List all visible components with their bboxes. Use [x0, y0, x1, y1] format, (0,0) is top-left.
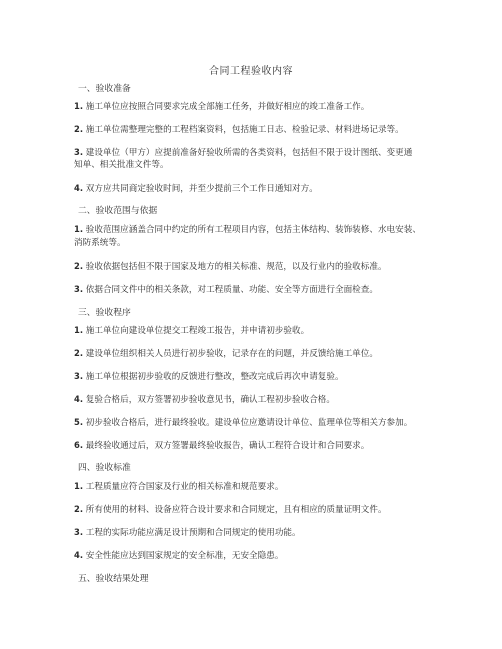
item-number: 1. — [74, 481, 84, 491]
list-item-continuation: 消防系统等。 — [74, 238, 126, 248]
section-heading: 二、验收范围与依据 — [78, 206, 158, 216]
item-number: 5. — [74, 417, 84, 427]
list-item — [74, 122, 434, 137]
section-heading: 四、验收标准 — [78, 463, 131, 473]
section-heading: 一、验收准备 — [78, 84, 131, 94]
item-text: 依据合同文件中的相关条款，对工程质量、功能、安全等方面进行全面检查。 — [85, 285, 378, 295]
item-text: 施工单位向建设单位提交工程竣工报告，并申请初步验收。 — [85, 326, 310, 336]
item-number: 3. — [74, 527, 84, 537]
item-text: 验收范围应涵盖合同中约定的所有工程项目内容，包括主体结构、装饰装修、水电安装、 — [85, 225, 421, 235]
list-item — [74, 346, 434, 361]
list-item — [74, 222, 434, 237]
item-number: 2. — [74, 348, 84, 358]
item-text: 施工单位根据初步验收的反馈进行整改，整改完成后再次申请复验。 — [85, 372, 344, 382]
item-number: 2. — [74, 504, 84, 514]
list-item-continuation: 知单、相关批准文件等。 — [74, 160, 169, 170]
list-item — [74, 525, 434, 540]
document-title: 合同工程验收内容 — [209, 66, 293, 77]
list-item — [74, 323, 434, 338]
item-number: 6. — [74, 440, 84, 450]
item-text: 验收依据包括但不限于国家及地方的相关标准、规范，以及行业内的验收标准。 — [85, 262, 387, 272]
item-number: 3. — [74, 371, 84, 381]
item-text: 工程的实际功能应满足设计预期和合同规定的使用功能。 — [85, 528, 301, 538]
item-text: 双方应共同商定验收时间，并至少提前三个工作日通知对方。 — [85, 184, 318, 194]
list-item — [74, 181, 434, 196]
item-text: 建设单位（甲方）应提前准备好验收所需的各类资料，包括但不限于设计图纸、变更通 — [85, 148, 413, 158]
list-item — [74, 479, 434, 494]
item-text: 初步验收合格后，进行最终验收。建设单位应邀请设计单位、监理单位等相关方参加。 — [85, 418, 413, 428]
item-number: 3. — [74, 147, 84, 157]
item-number: 4. — [74, 394, 84, 404]
item-number: 3. — [74, 284, 84, 294]
list-item — [74, 502, 434, 517]
item-number: 1. — [74, 224, 84, 234]
item-text: 所有使用的材料、设备应符合设计要求和合同规定，且有相应的质量证明文件。 — [85, 505, 387, 515]
list-item — [74, 548, 434, 563]
section-heading: 三、验收程序 — [78, 308, 131, 318]
list-item — [74, 99, 434, 114]
list-item — [74, 415, 434, 430]
item-text: 工程质量应符合国家及行业的相关标准和规范要求。 — [85, 482, 284, 492]
list-item — [74, 438, 434, 453]
item-text: 安全性能应达到国家规定的安全标准，无安全隐患。 — [85, 551, 284, 561]
list-item — [74, 282, 434, 297]
list-item — [74, 392, 434, 407]
item-number: 1. — [74, 101, 84, 111]
item-text: 建设单位组织相关人员进行初步验收，记录存在的问题，并反馈给施工单位。 — [85, 349, 378, 359]
item-text: 施工单位应按照合同要求完成全部施工任务，并做好相应的竣工准备工作。 — [85, 102, 370, 112]
list-item — [74, 259, 434, 274]
list-item — [74, 369, 434, 384]
item-text: 复验合格后，双方签署初步验收意见书，确认工程初步验收合格。 — [85, 395, 335, 405]
item-text: 施工单位需整理完整的工程档案资料，包括施工日志、检验记录、材料进场记录等。 — [85, 125, 404, 135]
item-number: 1. — [74, 325, 84, 335]
section-heading: 五、验收结果处理 — [78, 574, 149, 584]
item-number: 2. — [74, 124, 84, 134]
item-number: 2. — [74, 261, 84, 271]
item-text: 最终验收通过后，双方签署最终验收报告，确认工程符合设计和合同要求。 — [85, 441, 370, 451]
item-number: 4. — [74, 550, 84, 560]
item-number: 4. — [74, 183, 84, 193]
